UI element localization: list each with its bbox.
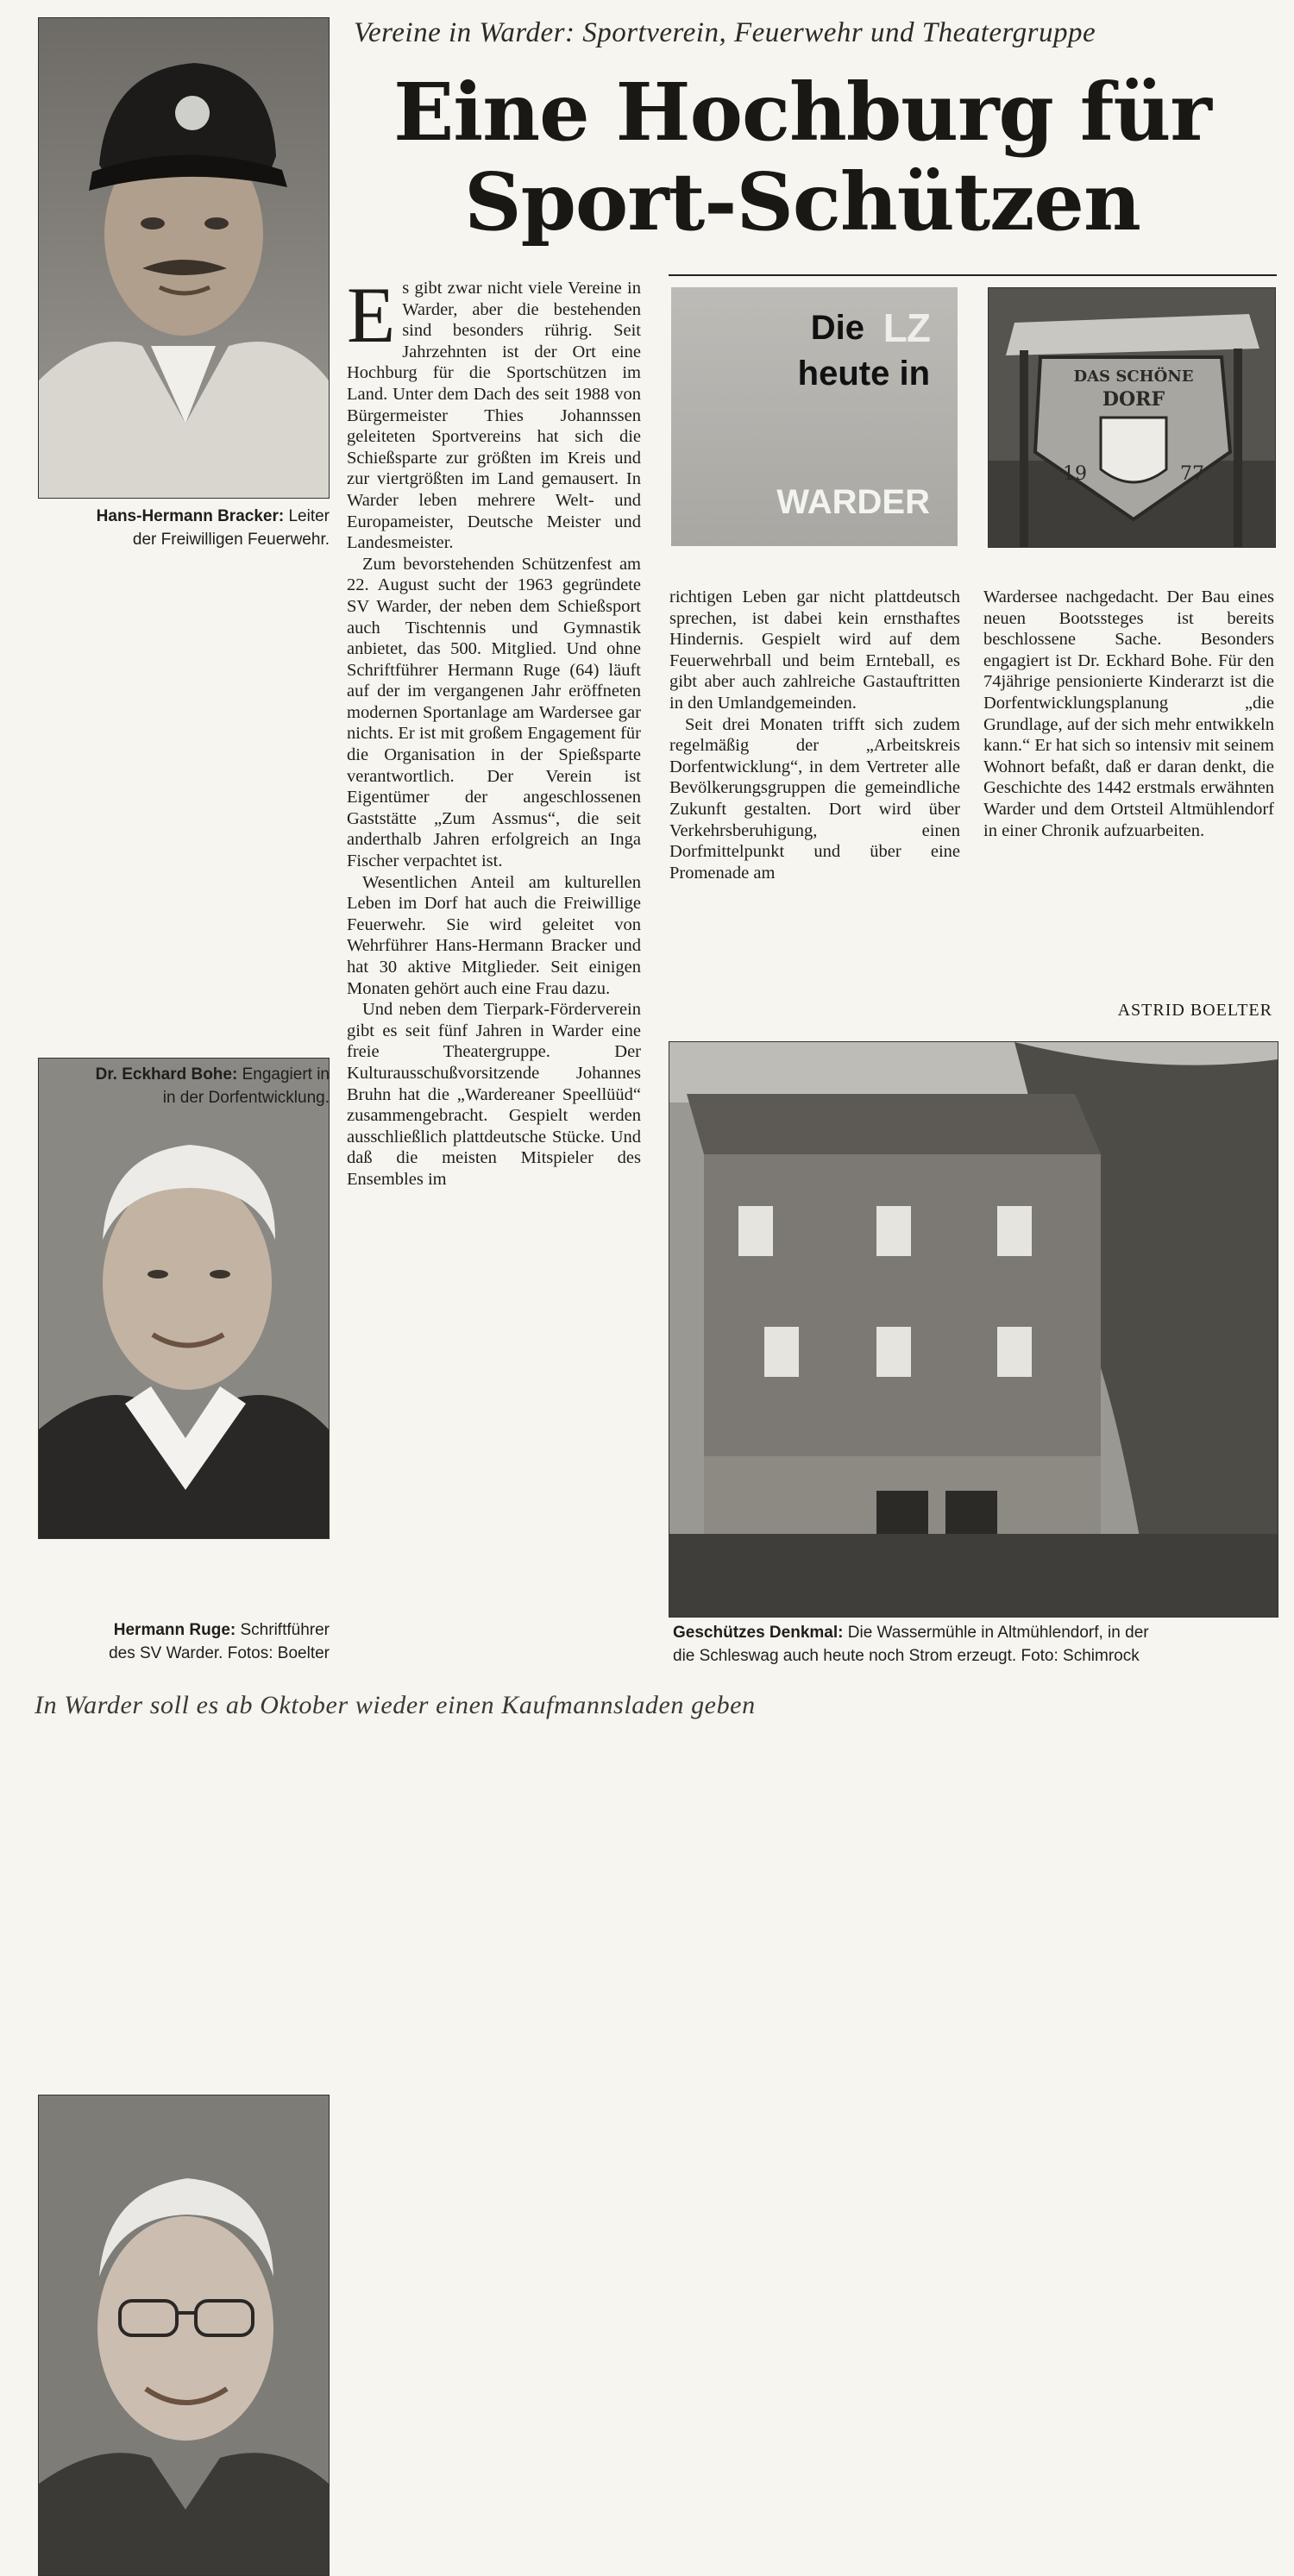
lz-box-logo: LZ <box>883 305 930 350</box>
lz-heute-in-box <box>671 287 958 546</box>
column-2-paragraph-1: richtigen Leben gar nicht plattdeutsch sprechen, ist dabei kein ernsthaftes Hindernis. Gespielt wird auf dem Feuerwehrball und beim Ernteball, es gibt aber auch zahlreiche Gastauftritten in den Umlandgemeinden. <box>669 587 960 713</box>
headline-line-2: Sport-Schützen <box>464 155 1140 248</box>
portrait-ruge-image <box>39 2095 329 2575</box>
caption-ruge-text-1: Schriftführer <box>236 1621 330 1639</box>
dropcap: E <box>347 278 396 359</box>
section-rule <box>669 274 1277 276</box>
portrait-bracker-image <box>39 18 329 498</box>
caption-watermill-title: Geschützes Denkmal: <box>673 1624 844 1642</box>
article-column-3 <box>983 587 1274 992</box>
column-1-paragraph-3: Wesentlichen Anteil am kulturellen Leben im Dorf hat auch die Freiwillige Feuerwehr. Sie wird geleitet von Wehrführer Hans-Hermann Bracker und hat 30 aktive Mitglieder. Seit einigen Monaten gehört auch eine Frau dazu. <box>347 872 641 998</box>
article-kicker: Vereine in Warder: Sportverein, Feuerwehr und Theatergruppe <box>354 17 1096 48</box>
watermill-image <box>669 1042 1278 1617</box>
portrait-photo-ruge <box>38 2095 330 2576</box>
article-column-2 <box>669 587 960 1018</box>
village-sign-image <box>989 288 1275 547</box>
caption-watermill <box>673 1621 1277 1668</box>
caption-bohe-text-2: in der Dorfentwicklung. <box>162 1089 330 1107</box>
caption-ruge-name: Hermann Ruge: <box>113 1621 236 1639</box>
column-1-paragraph-2: Zum bevorstehenden Schützenfest am 22. August sucht der 1963 gegründete SV Warder, der neben dem Schießsport auch Tischtennis und Gymnastik anbietet, das 500. Mitglied. Und ohne Schriftführer Hermann Ruge (64) läuft auf der im vergangenen Jahr eröffneten modernen Sportanlage am Wardersee gar nichts. Er ist mit großem Engagement für die Organisation in der Spießsparte verantwortlich. Der Verein ist Eigentümer der angeschlossenen Gaststätte „Zum Assmus“, die seit anderthalb Jahren erfolgreich an Inga Fischer verpachtet ist. <box>347 554 641 871</box>
sign-year-left: 19 <box>1063 463 1087 485</box>
sign-text-line-1: DAS SCHÖNE <box>1073 368 1194 386</box>
caption-bohe-name: Dr. Eckhard Bohe: <box>95 1065 238 1084</box>
watermill-photo <box>669 1041 1278 1618</box>
sign-year-right: 77 <box>1180 463 1204 485</box>
caption-bracker-text-1: Leiter <box>284 507 330 525</box>
caption-bracker-text-2: der Freiwilligen Feuerwehr. <box>132 531 330 549</box>
bottom-teaser: In Warder soll es ab Oktober wieder einen Kaufmannsladen geben <box>35 1691 756 1719</box>
column-1-paragraph-1 <box>347 278 641 554</box>
lz-box-die: Die <box>810 309 864 347</box>
lz-box-place: WARDER <box>776 483 930 521</box>
column-3-paragraph-1: Wardersee nachgedacht. Der Bau eines neuen Bootssteges ist bereits beschlossene Sache. Besonders engagiert ist Dr. Eckhard Bohe. Für den 74jährige pensionierte Kinderarzt ist die Dorfentwicklungsplanung „die Grundlage, auf der sich mehr entwikkeln kann.“ Er hat sich so intensiv mit seinem Wohnort befaßt, daß er daran denkt, die Geschichte des 1442 erstmals erwähnten Warder und dem Ortsteil Altmühlendorf in einer Chronik aufzuarbeiten. <box>983 587 1274 840</box>
sign-text-line-2: DORF <box>1102 388 1165 411</box>
caption-bracker <box>26 505 330 551</box>
column-1-paragraph-4: Und neben dem Tierpark-Förderverein gibt es seit fünf Jahren in Warder eine freie Theatergruppe. Der Kulturausschußvorsitzende Johannes Bruhn hat die „Wardereaner Speellüüd“ zusammengebracht. Gespielt werden ausschließlich plattdeutsche Stücke. Und daß die meisten Mitspieler des Ensembles im <box>347 1000 641 1189</box>
caption-bracker-name: Hans-Hermann Bracker: <box>96 507 285 525</box>
portrait-bohe-image <box>39 1059 329 1538</box>
caption-ruge <box>26 1618 330 1665</box>
column-1-paragraph-1-text: s gibt zwar nicht viele Vereine in Warder, aber die bestehenden sind besonders rührig. Seit Jahrzehnten ist der Ort eine Hochburg für die Sportschützen im Land. Unter dem Dach des seit 1988 von Bürgermeister Thies Johannssen geleiteten Sportvereins hat sich die Schießsparte zur größten im Kreis und zur viertgrößten im Land gemausert. In Warder leben mehrere Welt- und Europameister, Deutsche Meister und Landesmeister. <box>347 279 641 553</box>
article-headline <box>345 67 1259 247</box>
caption-bohe <box>26 1063 330 1109</box>
caption-bohe-text-1: Engagiert in <box>237 1065 330 1084</box>
caption-watermill-text-2: die Schleswag auch heute noch Strom erzeugt. Foto: Schimrock <box>673 1647 1140 1665</box>
portrait-photo-bohe <box>38 1058 330 1539</box>
village-sign-photo <box>988 287 1276 548</box>
column-2-paragraph-2: Seit drei Monaten trifft sich zudem regelmäßig der „Arbeitskreis Dorfentwicklung“, in dem Vertreter alle Bevölkerungsgruppen die gemeindliche Zukunft gestalten. Dort wird über Verkehrsberuhigung, einen Dorfmittelpunkt und über eine Promenade am <box>669 714 960 883</box>
article-byline: ASTRID BOELTER <box>1117 1001 1272 1020</box>
headline-line-1: Eine Hochburg für <box>393 66 1211 159</box>
article-column-1 <box>347 278 641 1684</box>
caption-watermill-text-1: Die Wassermühle in Altmühlendorf, in der <box>843 1624 1149 1642</box>
caption-ruge-text-2: des SV Warder. Fotos: Boelter <box>109 1644 330 1662</box>
lz-box-heute: heute in <box>797 355 930 393</box>
portrait-photo-bracker <box>38 17 330 499</box>
